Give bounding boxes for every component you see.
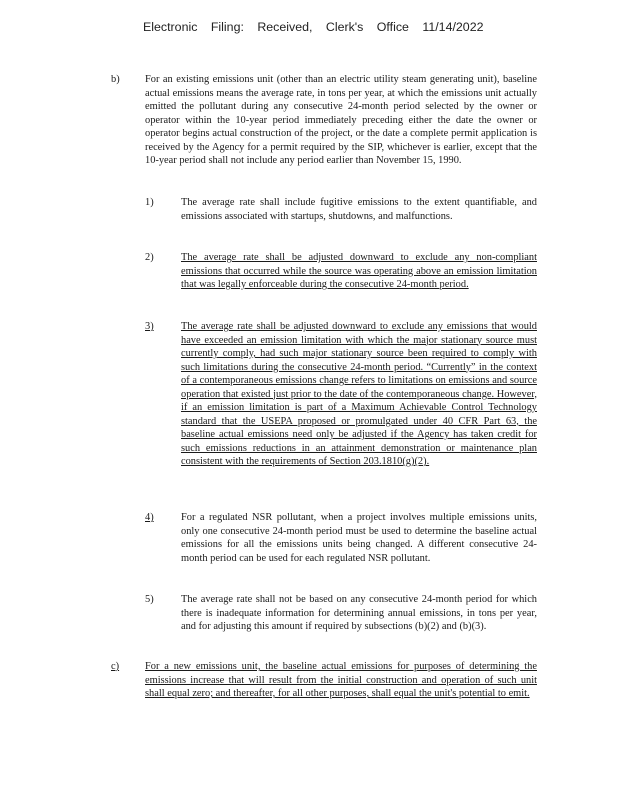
item-1-text: The average rate shall include fugitive emissions to the extent quantifiable, and emissions associated with startups, shutdowns, and malfunctions.	[181, 197, 537, 222]
item-5-number: 5)	[145, 594, 154, 605]
section-c-marker: c)	[111, 661, 120, 672]
section-b-marker: b)	[111, 74, 120, 85]
item-2-text: The average rate shall be adjusted downward to exclude any non-compliant emissions that occurred while the source was operating above an emission limitation that was legally enforceable during the consecutive 24-month period.	[181, 252, 537, 290]
item-2-number: 2)	[145, 252, 154, 263]
section-b-body: For an existing emissions unit (other than an electric utility steam generating unit), baseline actual emissions means the average rate, in tons per year, at which the emissions unit actually emitted the pollutant during any consecutive 24-month period selected by the owner or operator within the 10-year period immediately preceding either the date the owner or operator begins actual construction of the project, or the date a complete permit application is received by the Agency for a permit required by the SIP, whichever is earlier, except that the 10-year period shall not include any period earlier than November 15, 1990.	[145, 74, 537, 166]
item-4-number: 4)	[145, 512, 154, 523]
item-3-number: 3)	[145, 321, 154, 332]
item-5-text: The average rate shall not be based on any consecutive 24-month period for which there is inadequate information for determining annual emissions, in tons per year, and for adjusting this amount if required by subsections (b)(2) and (b)(3).	[181, 594, 537, 632]
section-c-text: For a new emissions unit, the baseline actual emissions for purposes of determining the emissions increase that will result from the initial construction and operation of such unit shall equal zero; and thereafter, for all other purposes, shall equal the unit's potential to emit.	[145, 661, 537, 699]
item-4-text: For a regulated NSR pollutant, when a project involves multiple emissions units, only one consecutive 24-month period must be used to determine the baseline actual emissions for all the emissions units being changed. A different consecutive 24-month period can be used for each regulated NSR pollutant.	[181, 512, 537, 564]
filing-header: Electronic Filing: Received, Clerk's Office 11/14/2022	[143, 20, 484, 34]
section-b-text	[145, 73, 537, 168]
item-3-text: The average rate shall be adjusted downward to exclude any emissions that would have exceeded an emission limitation with which the major stationary source must currently comply, had such major stationary source been required to comply with such limitations during the consecutive 24-month period. “Currently” in the context of a contemporaneous emissions change refers to limitations on emissions and source operation that existed just prior to the date of the contemporaneous change. However, if an emission limitation is part of a Maximum Achievable Control Technology standard that the USEPA proposed or promulgated under 40 CFR Part 63, the baseline actual emissions need only be adjusted if the Agency has taken credit for such emissions reductions in an attainment demonstration or maintenance plan consistent with the requirements of Section 203.1810(g)(2).	[181, 321, 537, 467]
item-1-number: 1)	[145, 197, 154, 208]
